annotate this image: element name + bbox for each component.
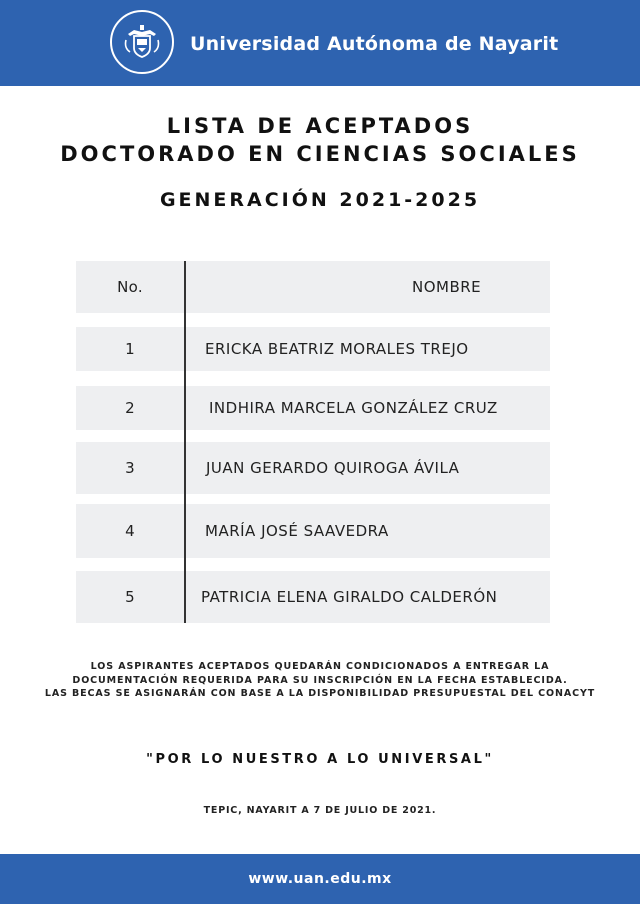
title-generation: GENERACIÓN 2021-2025 bbox=[159, 189, 481, 211]
row-name: MARÍA JOSÉ SAAVEDRA bbox=[205, 522, 389, 540]
header-bar bbox=[0, 0, 640, 86]
column-divider bbox=[184, 261, 186, 623]
table-row bbox=[76, 442, 550, 494]
table-row bbox=[76, 386, 550, 430]
row-no: 4 bbox=[125, 522, 135, 540]
accepted-table bbox=[76, 261, 550, 623]
title-list: LISTA DE ACEPTADOS bbox=[166, 114, 474, 138]
header-no: No. bbox=[117, 278, 143, 296]
website-link[interactable]: www.uan.edu.mx bbox=[248, 871, 392, 887]
row-no: 1 bbox=[125, 340, 135, 358]
dateline: TEPIC, NAYARIT A 7 DE JULIO DE 2021. bbox=[203, 805, 437, 816]
row-no: 5 bbox=[125, 588, 135, 606]
university-motto: "POR LO NUESTRO A LO UNIVERSAL" bbox=[146, 752, 494, 767]
notice-line-3: LAS BECAS SE ASIGNARÁN CON BASE A LA DISPONIBILIDAD PRESUPUESTAL DEL CONACYT bbox=[44, 688, 596, 699]
table-row bbox=[76, 571, 550, 623]
row-no: 3 bbox=[125, 459, 135, 477]
notice-line-1: LOS ASPIRANTES ACEPTADOS QUEDARÁN CONDICIONADOS A ENTREGAR LA bbox=[90, 661, 550, 672]
table-row bbox=[76, 327, 550, 371]
notice-line-2: DOCUMENTACIÓN REQUERIDA PARA SU INSCRIPCIÓN EN LA FECHA ESTABLECIDA. bbox=[72, 674, 568, 686]
row-name: ERICKA BEATRIZ MORALES TREJO bbox=[205, 340, 469, 358]
table-header-row bbox=[76, 261, 550, 313]
university-name: Universidad Autónoma de Nayarit bbox=[190, 33, 559, 55]
university-seal-icon bbox=[110, 10, 174, 74]
row-name: INDHIRA MARCELA GONZÁLEZ CRUZ bbox=[209, 399, 498, 417]
header-name: NOMBRE bbox=[412, 278, 482, 296]
row-no: 2 bbox=[125, 399, 135, 417]
footer-bar bbox=[0, 854, 640, 904]
row-name: PATRICIA ELENA GIRALDO CALDERÓN bbox=[201, 588, 498, 606]
table-row bbox=[76, 504, 550, 558]
title-program: DOCTORADO EN CIENCIAS SOCIALES bbox=[60, 142, 580, 166]
row-name: JUAN GERARDO QUIROGA ÁVILA bbox=[206, 459, 460, 477]
acceptance-notice bbox=[30, 660, 610, 701]
